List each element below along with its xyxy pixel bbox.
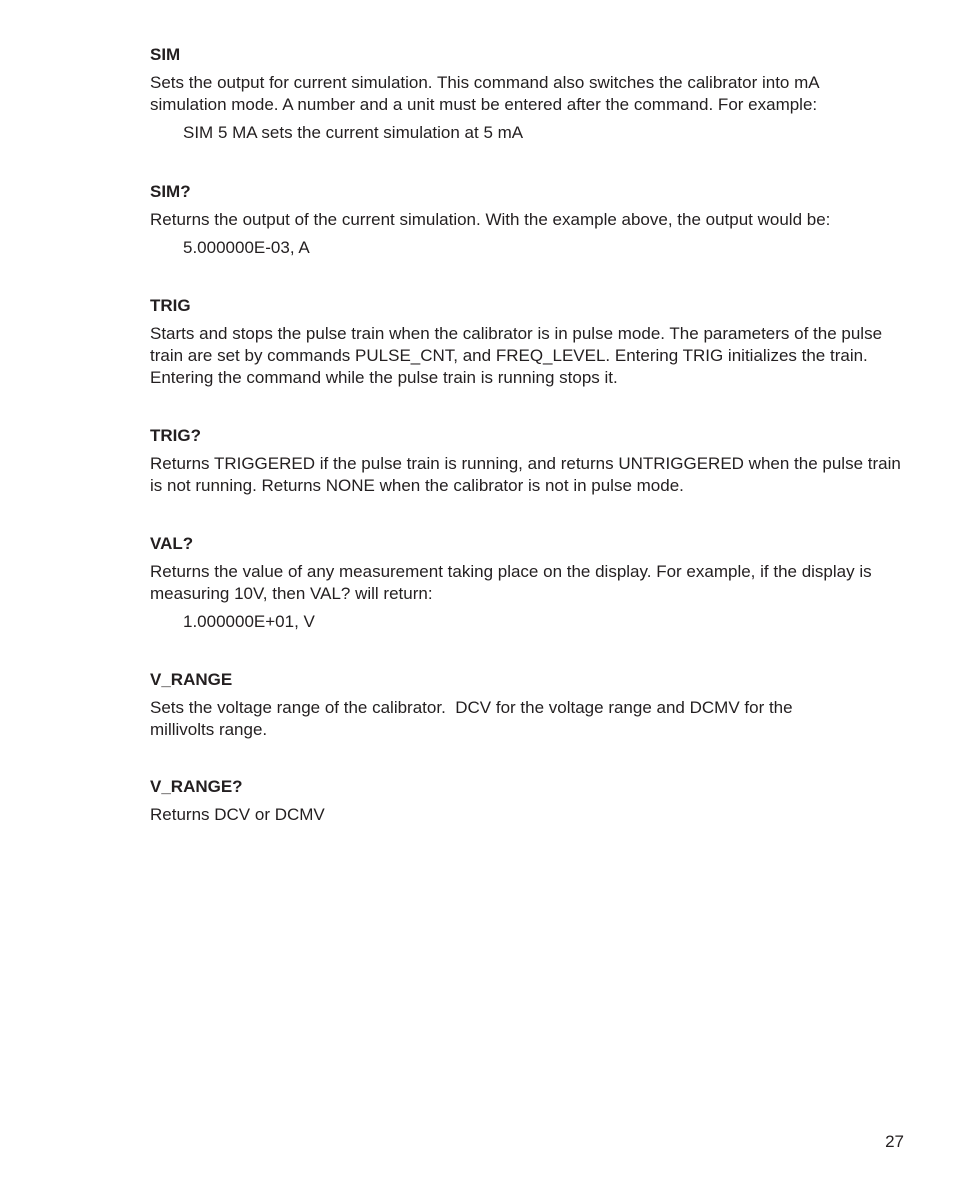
command-heading: SIM	[150, 45, 181, 64]
command-heading: TRIG?	[150, 426, 201, 445]
command-heading: SIM?	[150, 182, 191, 201]
command-heading: VAL?	[150, 534, 194, 553]
command-heading: V_RANGE	[150, 670, 233, 689]
command-description: Returns TRIGGERED if the pulse train is running, and returns UNTRIGGERED when the pulse train is not running. Returns NONE when the calibrator is not in pulse mode.	[150, 454, 901, 495]
command-example: 5.000000E-03, A	[183, 238, 310, 257]
command-heading: V_RANGE?	[150, 777, 243, 796]
command-section-v-range-query	[150, 776, 910, 826]
command-description: Sets the output for current simulation. This command also switches the calibrator into mA simulation mode. A number and a unit must be entered after the command. For example:	[150, 73, 819, 114]
command-section-v-range	[150, 669, 910, 741]
command-section-sim-query	[150, 181, 910, 259]
command-section-val-query	[150, 533, 910, 633]
command-description: Starts and stops the pulse train when the calibrator is in pulse mode. The parameters of the pulse train are set by commands PULSE_CNT, and FREQ_LEVEL. Entering TRIG initializes the train. Entering the command while the pulse train is running stops it.	[150, 324, 883, 387]
command-example: SIM 5 MA sets the current simulation at 5 mA	[183, 123, 524, 142]
command-description: Sets the voltage range of the calibrator. DCV for the voltage range and DCMV for the millivolts range.	[150, 698, 798, 739]
command-description: Returns the value of any measurement taking place on the display. For example, if the display is measuring 10V, then VAL? will return:	[150, 562, 872, 603]
page-number: 27	[885, 1132, 904, 1151]
command-description: Returns the output of the current simulation. With the example above, the output would be:	[150, 210, 831, 229]
command-section-sim	[150, 44, 910, 144]
command-section-trig-query	[150, 425, 910, 497]
command-example: 1.000000E+01, V	[183, 612, 315, 631]
command-description: Returns DCV or DCMV	[150, 805, 325, 824]
command-section-trig	[150, 295, 910, 389]
command-heading: TRIG	[150, 296, 191, 315]
